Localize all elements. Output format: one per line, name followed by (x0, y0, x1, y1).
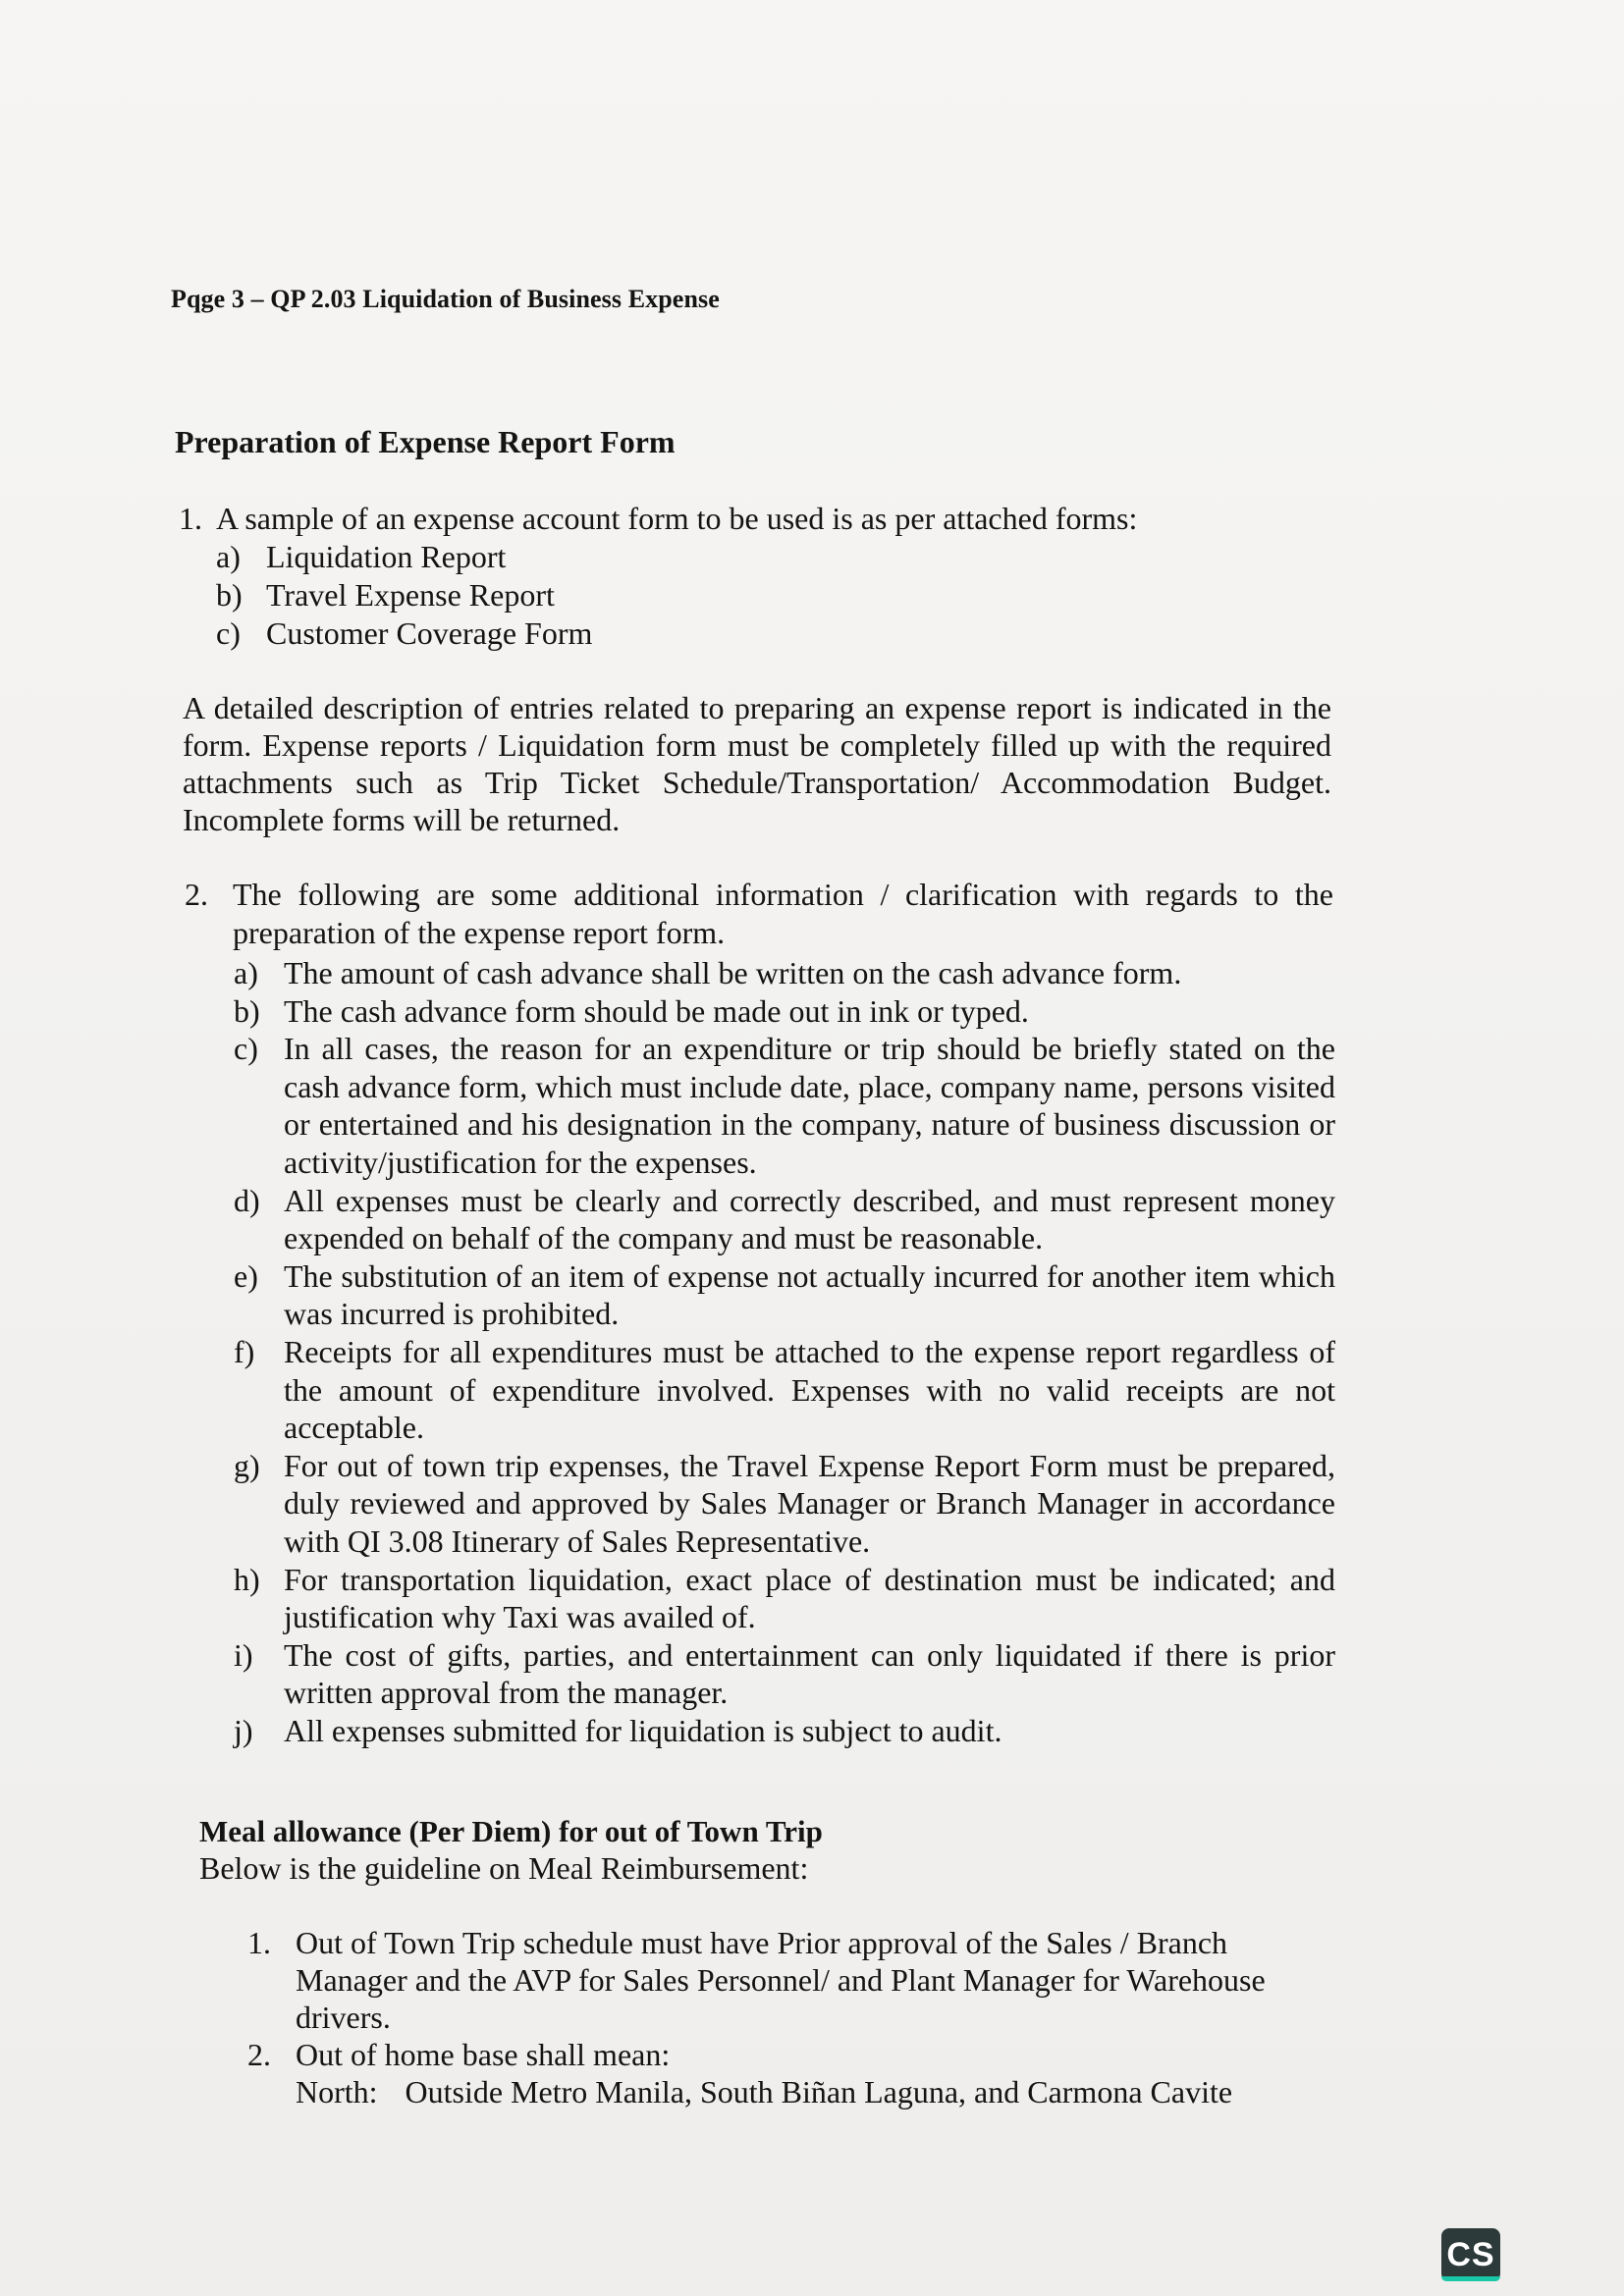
meal-guideline-list (247, 1924, 1308, 2110)
meal-intro: Below is the guideline on Meal Reimbursement: (199, 1850, 809, 1886)
north-label: North: (296, 2074, 378, 2109)
sublist-text: The substitution of an item of expense not actually incurred for another item which was incurred is prohibited. (284, 1257, 1335, 1332)
sublist-text: Receipts for all expenditures must be attached to the expense report regardless of the amount of expenditure involved. Expenses with no valid receipts are not acceptable. (284, 1333, 1335, 1446)
sublist-label: b) (216, 577, 243, 613)
sublist-item-a (216, 538, 1100, 576)
sublist-label: h) (234, 1561, 260, 1597)
list-number: 1. (247, 1925, 271, 1960)
sublist-text: The cost of gifts, parties, and entertainment can only liquidated if there is prior written approval from the manager. (284, 1636, 1335, 1711)
list-item-2 (185, 876, 1333, 952)
sublist-text: In all cases, the reason for an expenditure or trip should be briefly stated on the cash advance form, which must include date, place, company name, persons visited or entertained and his designation in the company, nature of business discussion or activity/justification for the expenses. (284, 1031, 1335, 1180)
sublist-item-c (216, 614, 1100, 653)
sublist-text: Liquidation Report (266, 539, 507, 574)
sublist-label: g) (234, 1447, 260, 1483)
sublist-text: Customer Coverage Form (266, 615, 593, 651)
sublist-label: f) (234, 1333, 255, 1369)
sublist-label: c) (234, 1031, 258, 1067)
sublist-label: d) (234, 1182, 260, 1218)
sublist-label: c) (216, 615, 241, 651)
list-item-text: A sample of an expense account form to be used is as per attached forms: (216, 501, 1138, 536)
sublist-label: b) (234, 992, 260, 1029)
sublist-text: All expenses must be clearly and correctly described, and must represent money expended on behalf of the company and must be reasonable. (284, 1182, 1335, 1256)
sublist-item-j (234, 1712, 1335, 1750)
section-title-preparation: Preparation of Expense Report Form (175, 424, 676, 459)
list-number: 2. (185, 877, 208, 912)
sublist-item-d (234, 1182, 1335, 1257)
sublist-text: The amount of cash advance shall be written on the cash advance form. (284, 955, 1182, 990)
list-number: 2. (247, 2037, 271, 2072)
sublist-text: The cash advance form should be made out in ink or typed. (284, 992, 1029, 1029)
north-text: Outside Metro Manila, South Biñan Laguna, and Carmona Cavite (405, 2074, 1233, 2109)
list-number: 1. (179, 501, 202, 536)
sublist-forms (216, 538, 1100, 653)
sublist-item-f (234, 1333, 1335, 1447)
meal-item-2 (247, 2036, 1308, 2073)
sublist-text: For out of town trip expenses, the Travel Expense Report Form must be prepared, duly reviewed and approved by Sales Manager or Branch Manager in accordance with QI 3.08 Itinerary of Sales Representative. (284, 1447, 1335, 1559)
sublist-label: j) (234, 1712, 253, 1748)
list-item-1 (179, 500, 1357, 538)
meal-item-1 (247, 1924, 1308, 2036)
meal-north-line (247, 2073, 1308, 2110)
sublist-item-b (234, 992, 1335, 1031)
sublist-clarifications (234, 954, 1335, 1749)
sublist-text: Travel Expense Report (266, 577, 555, 613)
sublist-item-c (234, 1030, 1335, 1181)
sublist-label: a) (216, 539, 241, 574)
camscanner-logo-icon: CS (1441, 2228, 1500, 2281)
list-item-text: Out of home base shall mean: (296, 2037, 671, 2072)
sublist-item-e (234, 1257, 1335, 1333)
sublist-item-h (234, 1561, 1335, 1636)
sublist-item-a (234, 954, 1335, 992)
page-header: Pqge 3 – QP 2.03 Liquidation of Business Expense (171, 285, 720, 313)
list-item-text: Out of Town Trip schedule must have Prior approval of the Sales / Branch Manager and the AVP for Sales Personnel/ and Plant Manager for Warehouse drivers. (296, 1925, 1266, 2035)
description-paragraph: A detailed description of entries related to preparing an expense report is indicated in the form. Expense reports / Liquidation form must be completely filled up with the required attachments such as Trip Ticket Schedule/Transportation/ Accommodation Budget. Incomplete forms will be returned. (183, 690, 1331, 837)
sublist-text: For transportation liquidation, exact place of destination must be indicated; and justification why Taxi was availed of. (284, 1561, 1335, 1635)
sublist-item-g (234, 1447, 1335, 1561)
sublist-item-i (234, 1636, 1335, 1712)
sublist-text: All expenses submitted for liquidation is subject to audit. (284, 1712, 1002, 1748)
sublist-label: i) (234, 1636, 253, 1673)
list-item-text: The following are some additional information / clarification with regards to the preparation of the expense report form. (233, 877, 1333, 950)
sublist-label: e) (234, 1257, 258, 1294)
section-title-meal-allowance: Meal allowance (Per Diem) for out of Town Trip (199, 1814, 823, 1848)
sublist-item-b (216, 576, 1100, 614)
sublist-label: a) (234, 955, 258, 990)
